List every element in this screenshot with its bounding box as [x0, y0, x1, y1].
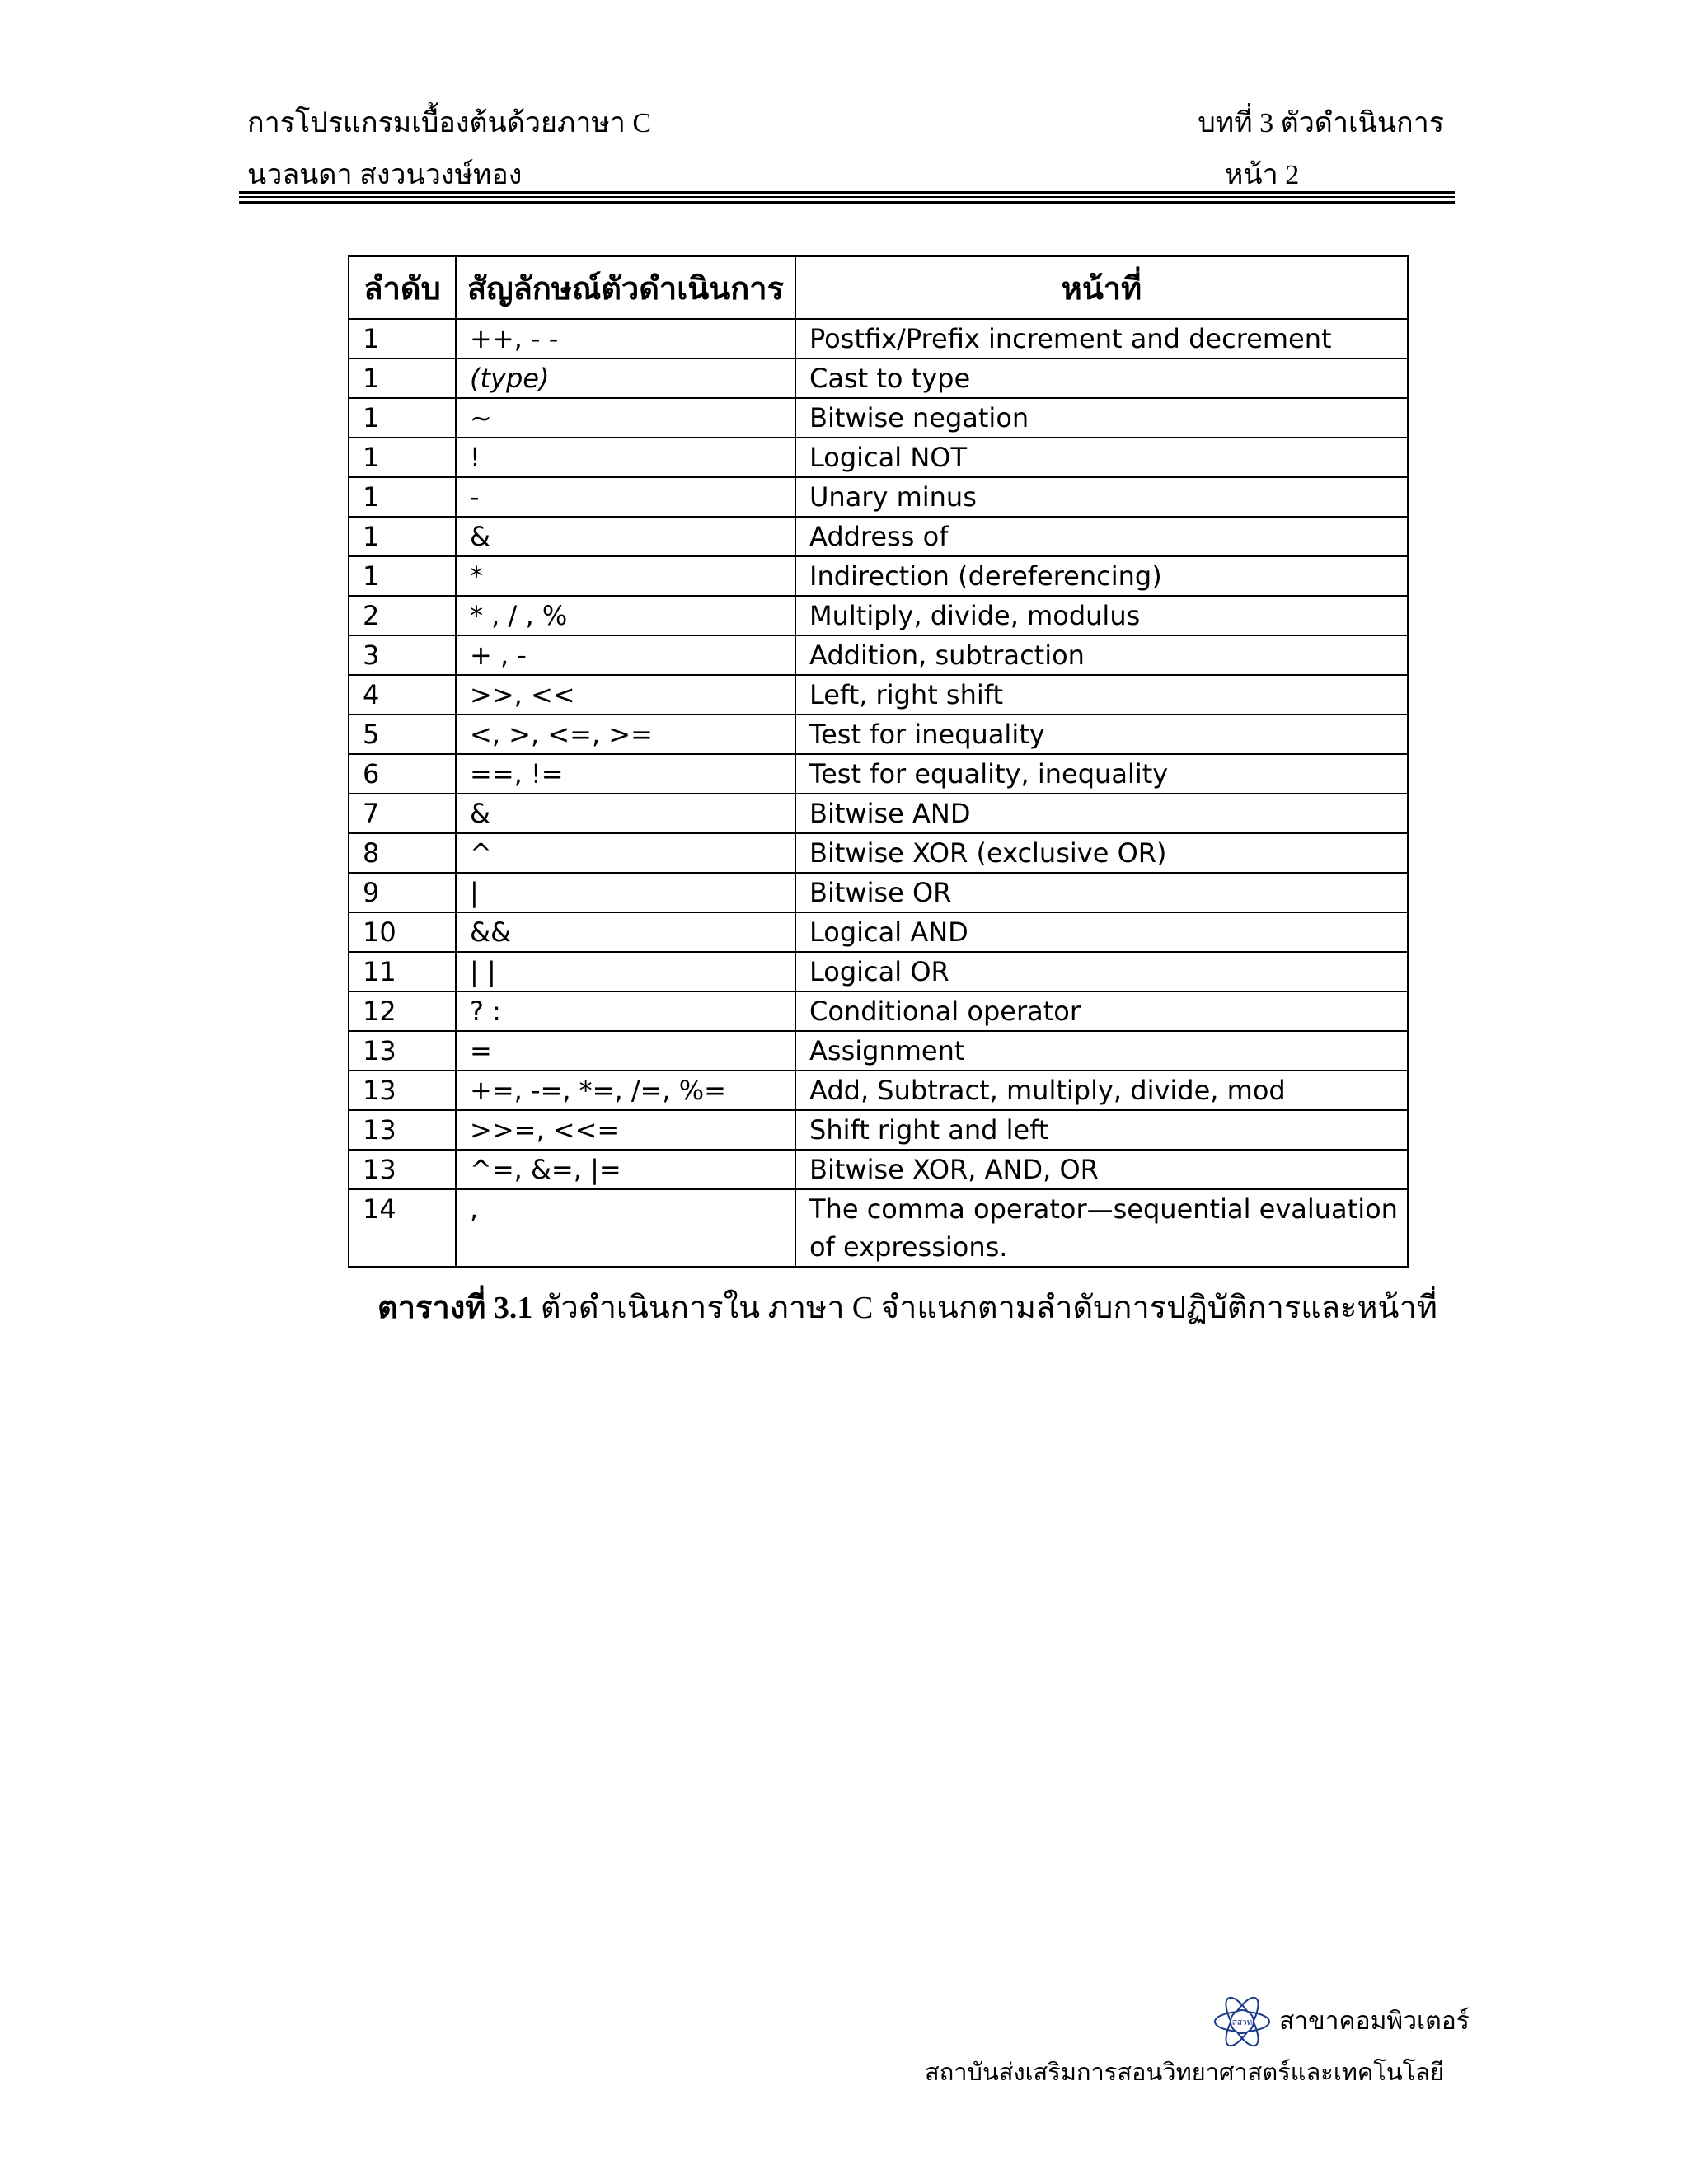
cell-order: 9: [349, 873, 456, 912]
cell-function: The comma operator—sequential evaluation of expressions.: [795, 1189, 1408, 1267]
cell-function: Left, right shift: [795, 675, 1408, 715]
table-row: [349, 912, 1408, 952]
table-row: [349, 596, 1408, 635]
cell-symbol: ? :: [456, 991, 795, 1031]
footer-institute: สถาบันส่งเสริมการสอนวิทยาศาสตร์และเทคโนโลยี: [925, 2058, 1444, 2086]
cell-symbol: | |: [456, 952, 795, 991]
header-book-title: การโปรแกรมเบื้องต้นด้วยภาษา C: [247, 108, 652, 138]
cell-function: Multiply, divide, modulus: [795, 596, 1408, 635]
table-row: [349, 754, 1408, 794]
table-row: [349, 359, 1408, 398]
cell-order: 12: [349, 991, 456, 1031]
column-header-function: หน้าที่: [795, 256, 1408, 319]
cell-function: Conditional operator: [795, 991, 1408, 1031]
table-row: [349, 675, 1408, 715]
cell-symbol: *: [456, 556, 795, 596]
cell-function: Logical OR: [795, 952, 1408, 991]
cell-function: Logical AND: [795, 912, 1408, 952]
column-header-order: ลำดับ: [349, 256, 456, 319]
cell-function: Indirection (dereferencing): [795, 556, 1408, 596]
cell-symbol: + , -: [456, 635, 795, 675]
cell-order: 1: [349, 477, 456, 517]
cell-function: Shift right and left: [795, 1110, 1408, 1150]
table-row: [349, 1031, 1408, 1071]
cell-order: 1: [349, 319, 456, 359]
table-row: [349, 319, 1408, 359]
cell-order: 1: [349, 556, 456, 596]
cell-symbol: |: [456, 873, 795, 912]
cell-symbol: ,: [456, 1189, 795, 1267]
cell-function: Postfix/Prefix increment and decrement: [795, 319, 1408, 359]
table-body: [349, 319, 1408, 1267]
institute-logo-icon: [1213, 1993, 1271, 2050]
header-rule: [239, 191, 1455, 194]
cell-order: 13: [349, 1110, 456, 1150]
cell-symbol: >>, <<: [456, 675, 795, 715]
cell-order: 13: [349, 1150, 456, 1189]
cell-function: Bitwise XOR, AND, OR: [795, 1150, 1408, 1189]
table-row: [349, 1189, 1408, 1267]
table-row: [349, 477, 1408, 517]
cell-order: 8: [349, 833, 456, 873]
cell-order: 14: [349, 1189, 456, 1267]
table-row: [349, 1150, 1408, 1189]
cell-symbol: ++, - -: [456, 319, 795, 359]
cell-order: 1: [349, 398, 456, 438]
table-row: [349, 517, 1408, 556]
cell-symbol: &: [456, 794, 795, 833]
cell-symbol: ^=, &=, |=: [456, 1150, 795, 1189]
cell-order: 2: [349, 596, 456, 635]
cell-order: 13: [349, 1071, 456, 1110]
cell-function: Test for equality, inequality: [795, 754, 1408, 794]
cell-order: 3: [349, 635, 456, 675]
logo-lettering: สสวท: [1231, 2018, 1253, 2027]
table-caption: [377, 1287, 1437, 1329]
cell-symbol: ~: [456, 398, 795, 438]
column-header-symbol: สัญลักษณ์ตัวดำเนินการ: [456, 256, 795, 319]
header-rule: [239, 196, 1455, 198]
cell-function: Bitwise XOR (exclusive OR): [795, 833, 1408, 873]
cell-function: Cast to type: [795, 359, 1408, 398]
table-row: [349, 1071, 1408, 1110]
cell-symbol: (type): [456, 359, 795, 398]
cell-symbol: !: [456, 438, 795, 477]
cell-symbol: >>=, <<=: [456, 1110, 795, 1150]
table-row: [349, 398, 1408, 438]
operator-table: [348, 255, 1409, 1268]
cell-order: 7: [349, 794, 456, 833]
cell-order: 1: [349, 359, 456, 398]
cell-function: Unary minus: [795, 477, 1408, 517]
table-row: [349, 556, 1408, 596]
cell-order: 11: [349, 952, 456, 991]
table-row: [349, 833, 1408, 873]
cell-function: Logical NOT: [795, 438, 1408, 477]
cell-order: 6: [349, 754, 456, 794]
cell-symbol: ^: [456, 833, 795, 873]
cell-symbol: &: [456, 517, 795, 556]
cell-function: Bitwise AND: [795, 794, 1408, 833]
caption-label: ตารางที่ 3.1: [377, 1291, 533, 1325]
table-row: [349, 873, 1408, 912]
table-row: [349, 438, 1408, 477]
cell-function: Address of: [795, 517, 1408, 556]
cell-order: 10: [349, 912, 456, 952]
cell-function: Bitwise negation: [795, 398, 1408, 438]
cell-order: 5: [349, 715, 456, 754]
cell-symbol: -: [456, 477, 795, 517]
cell-order: 1: [349, 517, 456, 556]
cell-symbol: <, >, <=, >=: [456, 715, 795, 754]
table-row: [349, 952, 1408, 991]
cell-order: 13: [349, 1031, 456, 1071]
cell-function: Add, Subtract, multiply, divide, mod: [795, 1071, 1408, 1110]
footer-department: สาขาคอมพิวเตอร์: [1279, 2007, 1470, 2036]
cell-symbol: +=, -=, *=, /=, %=: [456, 1071, 795, 1110]
table-row: [349, 635, 1408, 675]
header-chapter: บทที่ 3 ตัวดำเนินการ: [1198, 108, 1444, 138]
cell-function: Bitwise OR: [795, 873, 1408, 912]
table-header-row: [349, 256, 1408, 319]
cell-symbol: ==, !=: [456, 754, 795, 794]
cell-symbol: &&: [456, 912, 795, 952]
table-row: [349, 715, 1408, 754]
cell-function: Addition, subtraction: [795, 635, 1408, 675]
header-author: นวลนดา สงวนวงษ์ทอง: [247, 160, 523, 190]
header-page-number: หน้า 2: [1225, 160, 1300, 190]
cell-order: 1: [349, 438, 456, 477]
caption-text: ตัวดำเนินการใน ภาษา C จำแนกตามลำดับการปฏิบัติการและหน้าที่: [532, 1291, 1437, 1325]
table-row: [349, 794, 1408, 833]
cell-symbol: * , / , %: [456, 596, 795, 635]
cell-symbol: =: [456, 1031, 795, 1071]
cell-function: Assignment: [795, 1031, 1408, 1071]
header-rule: [239, 201, 1455, 204]
table-row: [349, 1110, 1408, 1150]
table-row: [349, 991, 1408, 1031]
cell-order: 4: [349, 675, 456, 715]
cell-function: Test for inequality: [795, 715, 1408, 754]
